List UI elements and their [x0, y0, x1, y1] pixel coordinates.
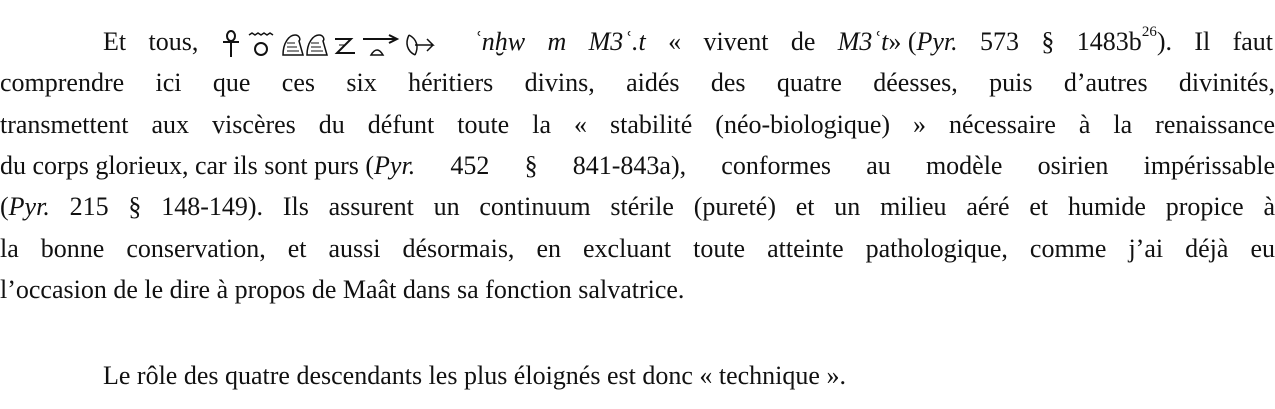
text-close-quote: » (: [888, 27, 917, 56]
paragraph-1-line-3: transmettent aux viscères du défunt toute la « stabilité (néo-biologique) » nécessaire à la renaissance: [0, 110, 1275, 139]
paragraph-1-line-1: [103, 22, 1273, 62]
text-open-paren: (: [0, 192, 9, 221]
paragraph-1-line-2: comprendre ici que ces six héritiers divins, aidés des quatre déesses, puis d’autres divinités,: [0, 68, 1275, 97]
pyr-ref-1-number: 573 § 1483b: [980, 27, 1142, 56]
paragraph-1-line-4: [0, 146, 1275, 186]
text-continuum: 215 § 148-149). Ils assurent un continuum stérile (pureté) et un milieu aéré et humide propice à: [69, 192, 1275, 221]
transliteration: ʿnḫw m M3ʿ.t: [473, 27, 646, 56]
text-corps-glorieux: du corps glorieux, car ils sont purs (: [0, 151, 375, 180]
paragraph-1-line-7: l’occasion de le dire à propos de Maât dans sa fonction salvatrice.: [0, 275, 685, 304]
hieroglyph-group-icon: [221, 29, 451, 59]
text-vivent: « vivent de: [668, 27, 816, 56]
paragraph-2-line-1: Le rôle des quatre descendants les plus éloignés est donc « technique ».: [103, 361, 846, 390]
pyr-ref-3: Pyr.: [8, 192, 50, 221]
paragraph-1-line-5: [0, 187, 1275, 227]
paragraph-1-line-6: la bonne conservation, et aussi désormais, en excluant toute atteinte pathologique, comme j’ai déjà eu: [0, 234, 1275, 263]
pyr-ref-1: Pyr.: [916, 27, 958, 56]
text-conformes: 452 § 841-843a), conformes au modèle osirien impérissable: [450, 151, 1275, 180]
footnote-ref-26[interactable]: 26: [1141, 24, 1157, 40]
text-et-tous: Et tous,: [103, 27, 199, 56]
text-maat-italic: M3ʿt: [837, 27, 889, 56]
pyr-ref-2: Pyr.: [374, 151, 416, 180]
text-il-faut: ). Il faut: [1156, 27, 1274, 56]
